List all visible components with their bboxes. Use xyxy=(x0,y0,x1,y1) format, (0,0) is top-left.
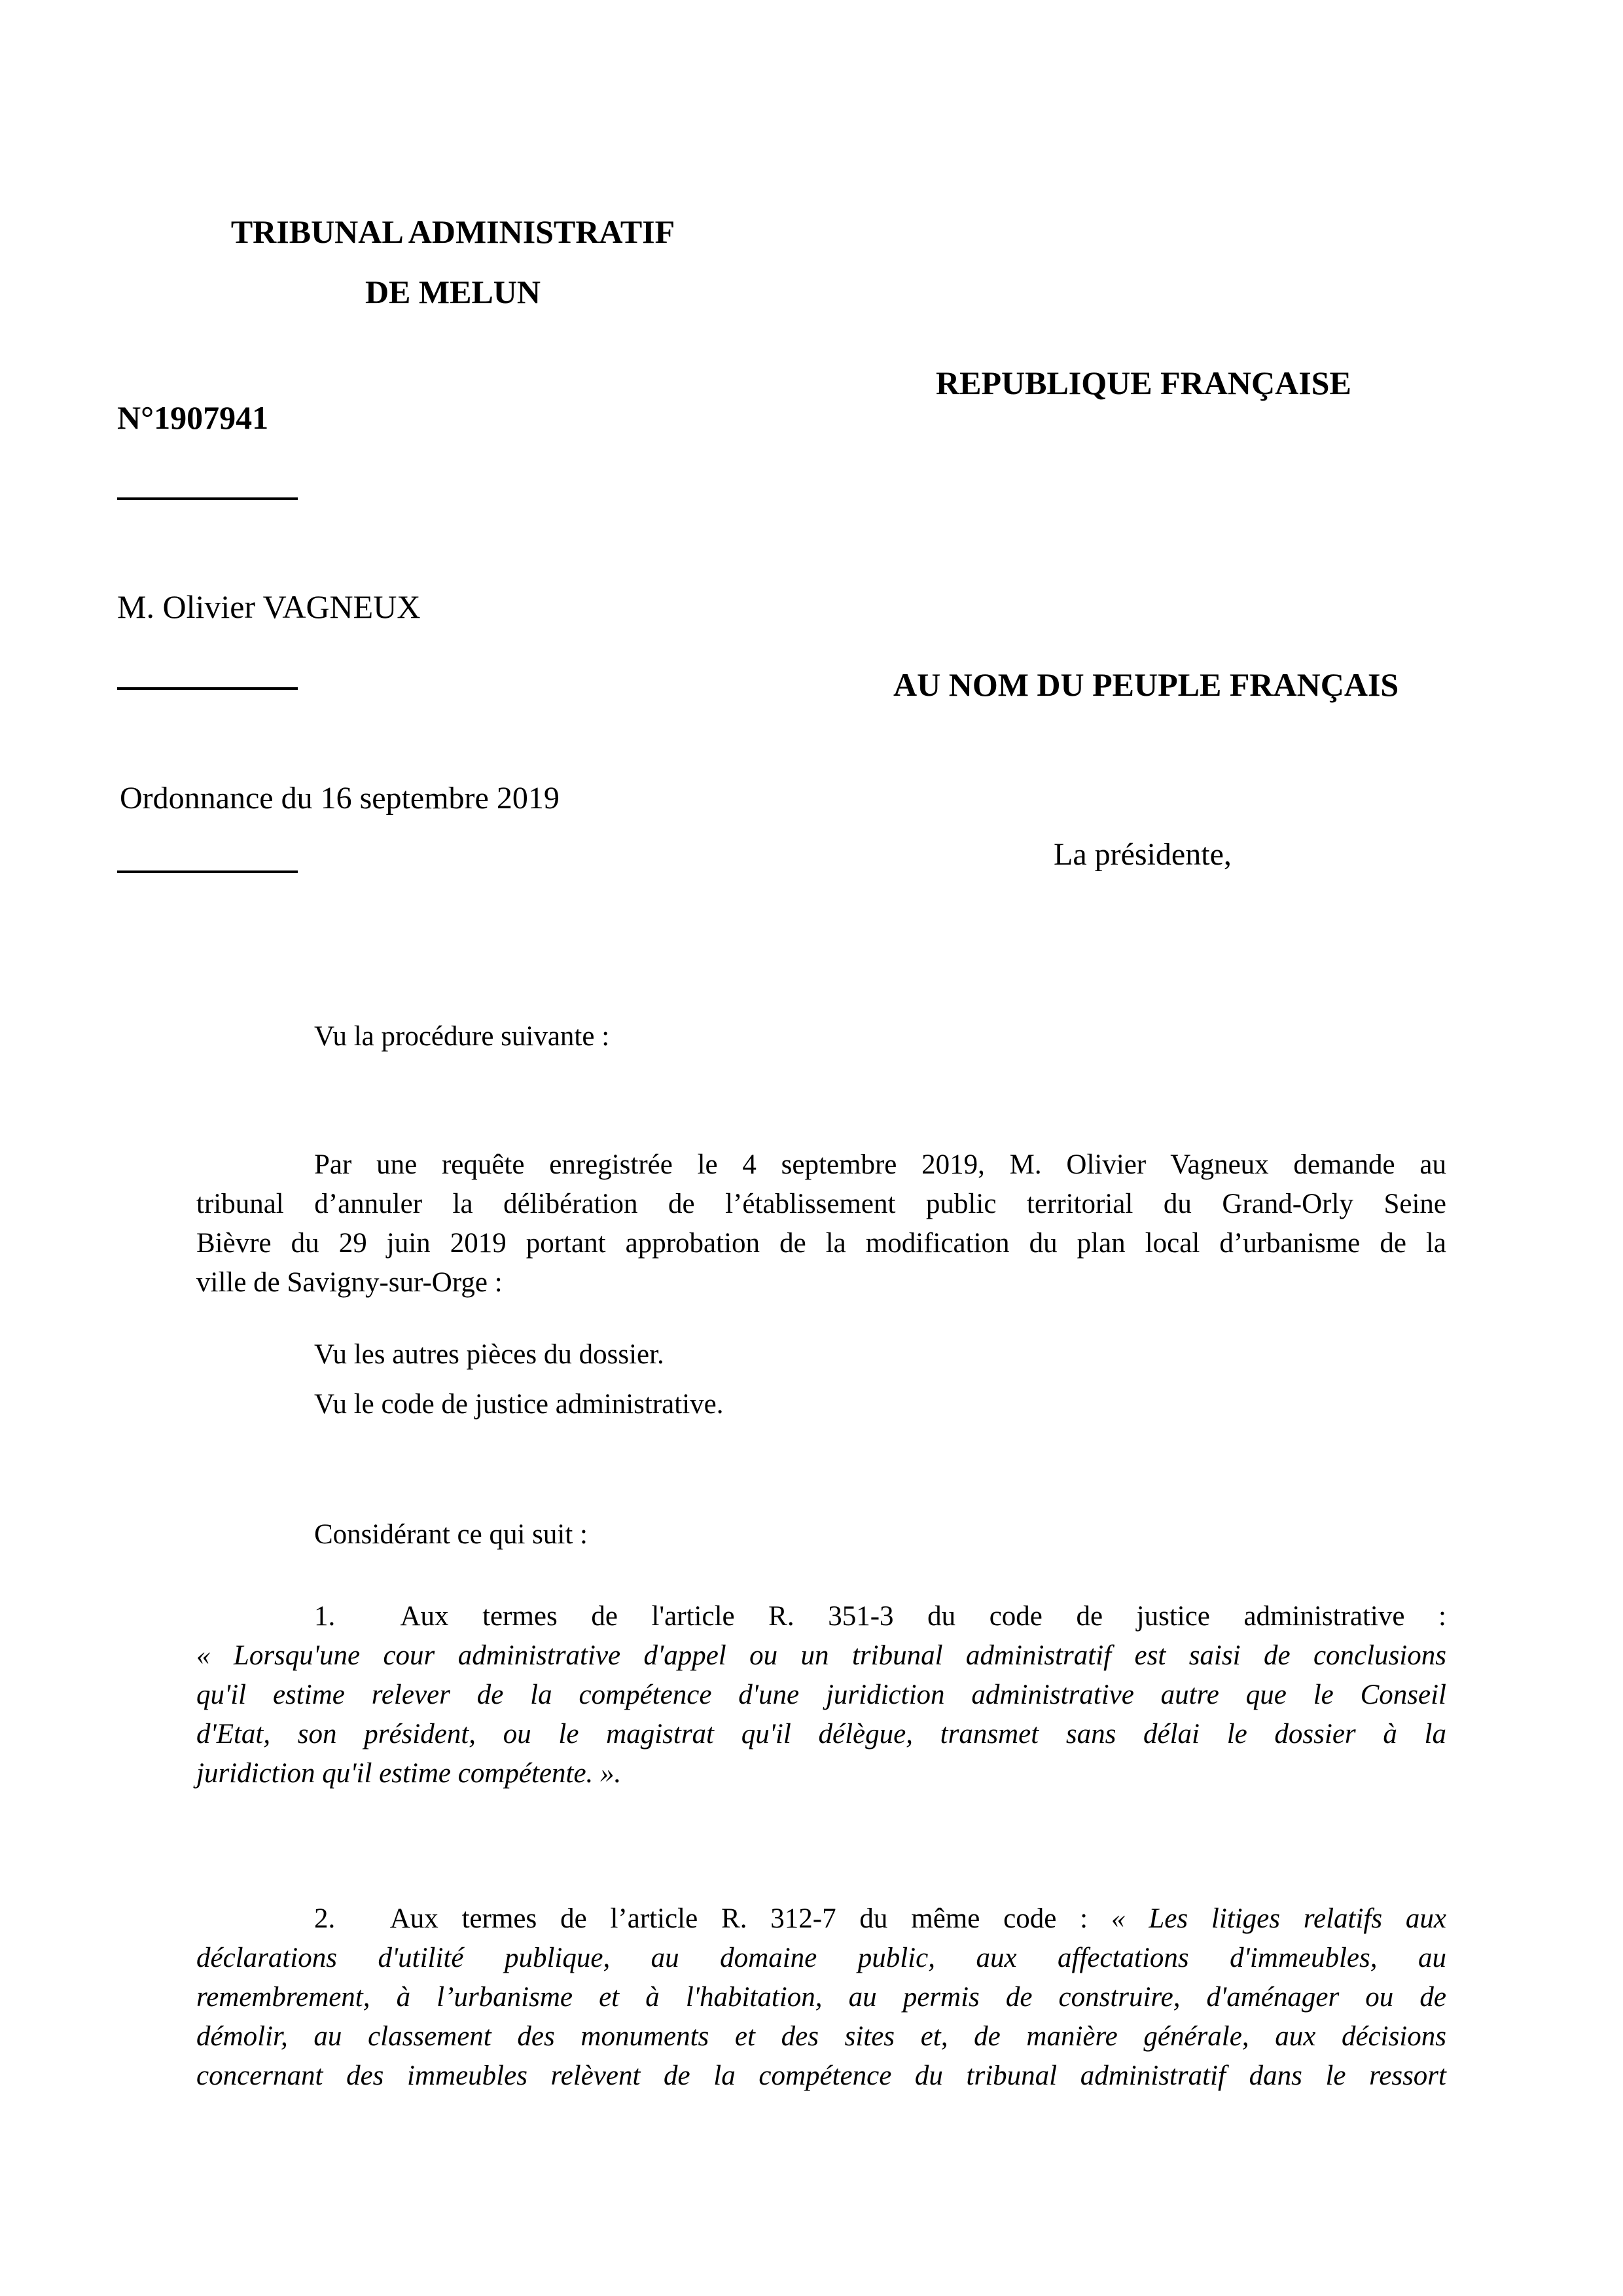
text-segment: qu'il estime relever de la compétence d'une juridiction administrative autre que le Conseil xyxy=(196,1679,1446,1710)
text-line xyxy=(196,1385,1446,1424)
applicant-name: M. Olivier VAGNEUX xyxy=(117,588,421,625)
text-segment: Vu le code de justice administrative. xyxy=(314,1389,724,1420)
text-segment: déclarations d'utilité publique, au domaine public, aux affectations d'immeubles, au xyxy=(196,1943,1446,1973)
text-segment: Aux termes de l'article R. 351-3 du code de justice administrative : xyxy=(368,1601,1446,1632)
text-segment: tribunal d’annuler la délibération de l’établissement public territorial du Grand-Orly Seine xyxy=(196,1189,1446,1219)
text-segment: démolir, au classement des monuments et des sites et, de manière générale, aux décisions xyxy=(196,2021,1446,2052)
text-line xyxy=(196,1515,1446,1554)
para-autres-pieces xyxy=(196,1335,1446,1374)
text-line xyxy=(196,1754,1446,1793)
text-segment: Aux termes de l’article R. 312-7 du même code : xyxy=(368,1903,1111,1934)
para-point-2 xyxy=(196,1899,1446,2096)
text-segment: Bièvre du 29 juin 2019 portant approbation de la modification du plan local d’urbanisme de la xyxy=(196,1228,1446,1259)
text-segment: Par une requête enregistrée le 4 septembre 2019, M. Olivier Vagneux demande au xyxy=(314,1149,1446,1180)
text-segment: « Lorsqu'une cour administrative d'appel ou un tribunal administratif est saisi de conclusions xyxy=(196,1640,1446,1671)
text-line xyxy=(196,1899,1446,1939)
text-segment: Vu les autres pièces du dossier. xyxy=(314,1339,664,1370)
para-considerant xyxy=(196,1515,1446,1554)
text-line xyxy=(196,1017,1446,1056)
para-point-1 xyxy=(196,1597,1446,1793)
para-code-justice xyxy=(196,1385,1446,1424)
text-line xyxy=(196,2056,1446,2096)
text-segment: 2. xyxy=(314,1903,336,1934)
republic-heading: REPUBLIQUE FRANÇAISE xyxy=(936,365,1351,401)
para-procedure-intro xyxy=(196,1017,1446,1056)
text-segment: d'Etat, son président, ou le magistrat qu'il délègue, transmet sans délai le dossier à la xyxy=(196,1719,1446,1749)
president-title: La présidente, xyxy=(1054,837,1232,872)
text-segment: remembrement, à l’urbanisme et à l'habitation, au permis de construire, d'aménager ou de xyxy=(196,1982,1446,2013)
text-line xyxy=(196,1636,1446,1676)
text-segment: « Les litiges relatifs aux xyxy=(1111,1903,1447,1934)
text-line xyxy=(196,1939,1446,1978)
court-name-line2: DE MELUN xyxy=(365,274,541,310)
text-line xyxy=(196,1145,1446,1185)
text-segment: Considérant ce qui suit : xyxy=(314,1519,588,1550)
text-segment: Vu la procédure suivante : xyxy=(314,1021,610,1052)
order-date: Ordonnance du 16 septembre 2019 xyxy=(120,781,560,816)
case-number: N°1907941 xyxy=(117,399,269,436)
text-line xyxy=(196,1597,1446,1636)
text-segment: juridiction qu'il estime compétente. ». xyxy=(196,1758,622,1789)
text-line xyxy=(196,1185,1446,1224)
para-requete xyxy=(196,1145,1446,1302)
text-line xyxy=(196,1676,1446,1715)
body-paragraphs xyxy=(196,0,1446,2296)
peuple-heading: AU NOM DU PEUPLE FRANÇAIS xyxy=(893,666,1399,703)
text-line xyxy=(196,1224,1446,1263)
text-line xyxy=(196,1978,1446,2017)
text-segment: concernant des immeubles relèvent de la compétence du tribunal administratif dans le ressort xyxy=(196,2060,1446,2091)
text-segment: 1. xyxy=(314,1601,336,1632)
text-line xyxy=(196,1335,1446,1374)
text-line xyxy=(196,2017,1446,2056)
court-name-line1: TRIBUNAL ADMINISTRATIF xyxy=(230,213,675,250)
text-line xyxy=(196,1715,1446,1754)
text-segment: ville de Savigny-sur-Orge : xyxy=(196,1267,503,1298)
text-line xyxy=(196,1263,1446,1302)
